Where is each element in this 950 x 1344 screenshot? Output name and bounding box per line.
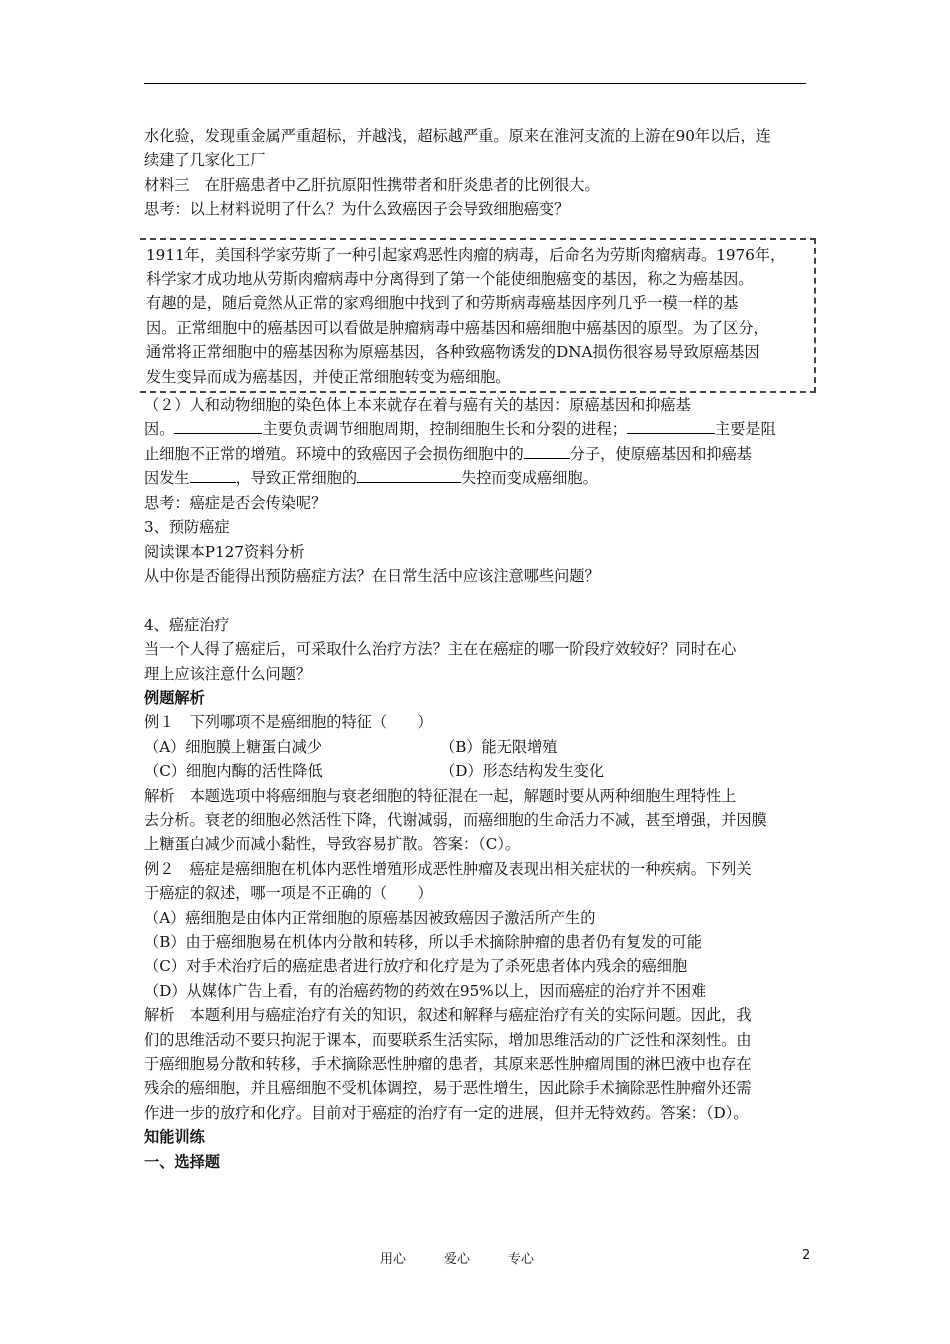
fill-blank[interactable]: [524, 442, 570, 459]
reading-box: [140, 238, 816, 393]
analysis: 解析 本题选项中将癌细胞与衰老细胞的特征混在一起，解题时要从两种细胞生理特性上: [144, 786, 737, 805]
box-border-right: [814, 238, 816, 393]
paragraph: 理上应该注意什么问题？: [144, 664, 312, 683]
box-line: 有趣的是，随后竟然从正常的家鸡细胞中找到了和劳斯病毒癌基因序列几乎一模一样的基: [146, 294, 739, 313]
question-two: （２）人和动物细胞的染色体上本来就存在着与癌有关的基因：原癌基因和抑癌基: [144, 396, 691, 415]
box-line: 科学家才成功地从劳斯肉瘤病毒中分离得到了第一个能使细胞癌变的基因，称之为癌基因。: [146, 270, 754, 289]
fill-blank[interactable]: [174, 417, 262, 434]
paragraph: 阅读课本P127资料分析: [144, 542, 305, 561]
analysis: 们的思维活动不要只拘泥于课本，而要联系生活实际，增加思维活动的广泛性和深刻性。由: [144, 1030, 752, 1049]
page-number: 2: [802, 1248, 811, 1263]
option-b: （B）由于癌细胞易在机体内分散和转移，所以手术摘除肿瘤的患者仍有复发的可能: [144, 932, 702, 951]
analysis: 残余的癌细胞，并且癌细胞不受机体调控，易于恶性增生，因此除手术摘除恶性肿瘤外还需: [144, 1079, 752, 1098]
option-c: （C）对手术治疗后的癌症患者进行放疗和化疗是为了杀死患者体内残余的癌细胞: [144, 957, 688, 976]
header-rule: [144, 83, 806, 84]
box-line: 因。正常细胞中的癌基因可以看做是肿瘤病毒中癌基因和癌细胞中癌基因的原型。为了区分，: [146, 318, 769, 337]
fill-blank[interactable]: [357, 466, 461, 483]
section-heading: 4、癌症治疗: [144, 615, 230, 634]
box-border-bottom: [140, 391, 816, 393]
question-two-line: 因发生 ，导致正常细胞的 失控而变成癌细胞。: [144, 466, 812, 490]
analysis: 上糖蛋白减少而减小黏性，导致容易扩散。答案：（C）。: [144, 835, 521, 854]
box-line: 1911年，美国科学家劳斯了一种引起家鸡恶性肉瘤的病毒，后命名为劳斯肉瘤病毒。1976年，: [146, 245, 786, 264]
examples-title: 例题解析: [144, 688, 205, 707]
section-heading: 3、预防癌症: [144, 518, 230, 537]
fill-blank[interactable]: [627, 417, 715, 434]
options-row: [144, 759, 812, 783]
fill-blank[interactable]: [190, 466, 236, 483]
think-question: 思考：以上材料说明了什么？为什么致癌因子会导致细胞癌变？: [144, 200, 570, 219]
paragraph: 续建了几家化工厂: [144, 151, 266, 170]
paragraph: 当一个人得了癌症后，可采取什么治疗方法？主在在癌症的哪一阶段疗效较好？同时在心: [144, 640, 737, 659]
analysis: 于癌细胞易分散和转移，手术摘除恶性肿瘤的患者，其原来恶性肿瘤周围的淋巴液中也存在: [144, 1055, 752, 1074]
choice-title: 一、选择题: [144, 1152, 220, 1171]
material-three: 材料三 在肝癌患者中乙肝抗原阳性携带者和肝炎患者的比例很大。: [144, 175, 600, 194]
box-border-top: [140, 238, 816, 240]
paragraph: 水化验，发现重金属严重超标，并越浅，超标越严重。原来在淮河支流的上游在90年以后，连: [144, 127, 771, 145]
option-d: （D）从媒体广告上看，有的治癌药物的药效在95%以上，因而癌症的治疗并不困难: [144, 981, 707, 1000]
think-question: 思考：癌症是否会传染呢？: [144, 493, 327, 512]
option-c: （C）细胞内酶的活性降低: [144, 762, 323, 781]
option-b: （B）能无限增殖: [440, 737, 558, 756]
analysis: 解析 本题利用与癌症治疗有关的知识，叙述和解释与癌症治疗有关的实际问题。因此，我: [144, 1006, 752, 1025]
box-line: 发生变异而成为癌基因，并使正常细胞转变为癌细胞。: [146, 367, 511, 386]
paragraph: 从中你是否能得出预防癌症方法？在日常生活中应该注意哪些问题？: [144, 566, 600, 585]
options-row: [144, 735, 812, 759]
footer-motto: 用心 爱心 专心: [380, 1252, 535, 1267]
training-title: 知能训练: [144, 1128, 205, 1147]
question-two-line: 因。 主要负责调节细胞周期，控制细胞生长和分裂的进程； 主要是阻: [144, 417, 812, 441]
option-a: （A）癌细胞是由体内正常细胞的原癌基因被致癌因子激活所产生的: [144, 908, 596, 927]
question-two-line: 止细胞不正常的增殖。环境中的致癌因子会损伤细胞中的 分子，使原癌基因和抑癌基: [144, 442, 812, 466]
option-a: （A）细胞膜上糖蛋白减少: [144, 737, 323, 756]
document-body: [144, 124, 812, 1174]
example-question: 例２ 癌症是癌细胞在机体内恶性增殖形成恶性肿瘤及表现出相关症状的一种疾病。下列关: [144, 859, 752, 878]
example-question: 于癌症的叙述，哪一项是不正确的（ ）: [144, 884, 433, 903]
option-d: （D）形态结构发生变化: [440, 762, 605, 781]
analysis: 作进一步的放疗和化疗。目前对于癌症的治疗有一定的进展，但并无特效药。答案：（D）。: [144, 1103, 749, 1122]
example-question: 例１ 下列哪项不是癌细胞的特征（ ）: [144, 713, 433, 732]
box-line: 通常将正常细胞中的癌基因称为原癌基因，各种致癌物诱发的DNA损伤很容易导致原癌基因: [146, 343, 760, 362]
analysis: 去分析。衰老的细胞必然活性下降，代谢减弱，而癌细胞的生命活力不减，甚至增强，并因膜: [144, 810, 767, 829]
